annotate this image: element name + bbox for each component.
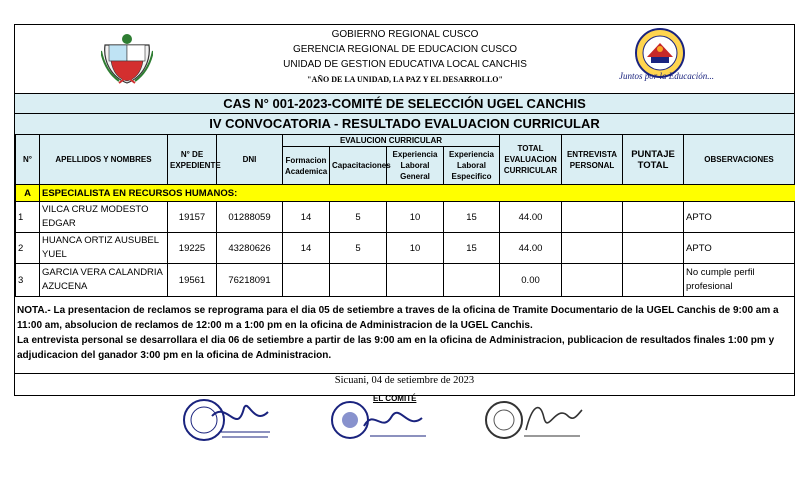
row-entrevista <box>562 264 623 297</box>
stamp-signature-1 <box>182 396 272 444</box>
notes-divider <box>15 373 794 374</box>
peru-coat-of-arms-logo <box>101 31 153 87</box>
col-header-expediente: N° DE EXPEDIENTE <box>168 135 217 185</box>
col-header-total: TOTAL EVALUACION CURRICULAR <box>500 135 562 185</box>
col-header-exp-especifico: Experiencia Laboral Especifico <box>444 147 500 185</box>
row-dni: 01288059 <box>217 202 283 233</box>
col-header-entrevista: ENTREVISTA PERSONAL <box>562 135 623 185</box>
row-dni: 76218091 <box>217 264 283 297</box>
row-capacitaciones: 5 <box>330 202 387 233</box>
title-cas: CAS N° 001-2023-COMITÉ DE SELECCIÓN UGEL CANCHIS <box>15 93 794 113</box>
ugel-slogan: Juntos por la Educación... <box>619 71 714 81</box>
table-row <box>16 233 795 264</box>
row-exp-especifico <box>444 264 500 297</box>
note-paragraph-2: La entrevista personal se desarrollara el dia 06 de setiembre a partir de las 9:00 am en la oficina de Administracion, publicacion de resultados finales 1:00 pm y adjudicacion del ganador 3:00 pm en la oficina de Administracion. <box>17 335 775 361</box>
row-num: 1 <box>16 202 40 233</box>
row-expediente: 19157 <box>168 202 217 233</box>
row-observacion: APTO <box>684 233 795 264</box>
row-puntaje <box>623 264 684 297</box>
row-exp-especifico: 15 <box>444 202 500 233</box>
results-sheet <box>14 24 795 396</box>
row-total: 0.00 <box>500 264 562 297</box>
notes-block <box>17 303 792 363</box>
row-formacion: 14 <box>283 233 330 264</box>
col-header-exp-general: Experiencia Laboral General <box>387 147 444 185</box>
header-motto: "AÑO DE LA UNIDAD, LA PAZ Y EL DESARROLLO" <box>307 75 503 84</box>
row-exp-general <box>387 264 444 297</box>
row-exp-general: 10 <box>387 233 444 264</box>
header-line-1: GOBIERNO REGIONAL CUSCO <box>331 29 479 40</box>
title-convocatoria: IV CONVOCATORIA - RESULTADO EVALUACION CURRICULAR <box>15 113 794 134</box>
category-letter: A <box>16 185 40 202</box>
col-header-formacion: Formacion Academica <box>283 147 330 185</box>
row-puntaje <box>623 202 684 233</box>
col-header-dni: DNI <box>217 135 283 185</box>
note-paragraph-1: NOTA.- La presentacion de reclamos se reprograma para el dia 05 de setiembre a traves de la oficina de Tramite Documentario de la UGEL Canchis de 9:00 am a 11:00 am, absolucion de reclamos de 12:00 m a 1:00 pm en la oficina de Administracion de la UGEL Canchis. <box>17 305 779 331</box>
row-name: GARCIA VERA CALANDRIA AZUCENA <box>40 264 168 297</box>
category-row <box>16 185 795 202</box>
row-expediente: 19561 <box>168 264 217 297</box>
category-label: ESPECIALISTA EN RECURSOS HUMANOS: <box>40 185 795 202</box>
col-header-observaciones: OBSERVACIONES <box>684 135 795 185</box>
footer-date: Sicuani, 04 de setiembre de 2023 <box>334 375 475 386</box>
row-name: HUANCA ORTIZ AUSUBEL YUEL <box>40 233 168 264</box>
table-row <box>16 202 795 233</box>
header-line-3: UNIDAD DE GESTION EDUCATIVA LOCAL CANCHIS <box>283 59 527 70</box>
row-expediente: 19225 <box>168 233 217 264</box>
row-num: 3 <box>16 264 40 297</box>
row-capacitaciones <box>330 264 387 297</box>
row-observacion: No cumple perfil profesional <box>684 264 795 297</box>
row-entrevista <box>562 202 623 233</box>
col-header-names: APELLIDOS Y NOMBRES <box>40 135 168 185</box>
results-table <box>15 134 795 297</box>
committee-label: EL COMITÉ <box>373 394 417 403</box>
col-header-num: N° <box>16 135 40 185</box>
col-header-capacitaciones: Capacitaciones <box>330 147 387 185</box>
table-row <box>16 264 795 297</box>
row-total: 44.00 <box>500 233 562 264</box>
row-exp-especifico: 15 <box>444 233 500 264</box>
row-dni: 43280626 <box>217 233 283 264</box>
row-formacion: 14 <box>283 202 330 233</box>
row-entrevista <box>562 233 623 264</box>
row-exp-general: 10 <box>387 202 444 233</box>
row-puntaje <box>623 233 684 264</box>
row-num: 2 <box>16 233 40 264</box>
stamp-signature-3 <box>484 396 584 444</box>
row-name: VILCA CRUZ MODESTO EDGAR <box>40 202 168 233</box>
header-line-2: GERENCIA REGIONAL DE EDUCACION CUSCO <box>292 44 518 55</box>
row-observacion: APTO <box>684 202 795 233</box>
row-total: 44.00 <box>500 202 562 233</box>
col-header-group: EVALUCION CURRICULAR <box>283 135 500 147</box>
row-capacitaciones: 5 <box>330 233 387 264</box>
stamp-signature-2 <box>330 396 430 444</box>
col-header-puntaje: PUNTAJE TOTAL <box>623 135 684 185</box>
row-formacion <box>283 264 330 297</box>
